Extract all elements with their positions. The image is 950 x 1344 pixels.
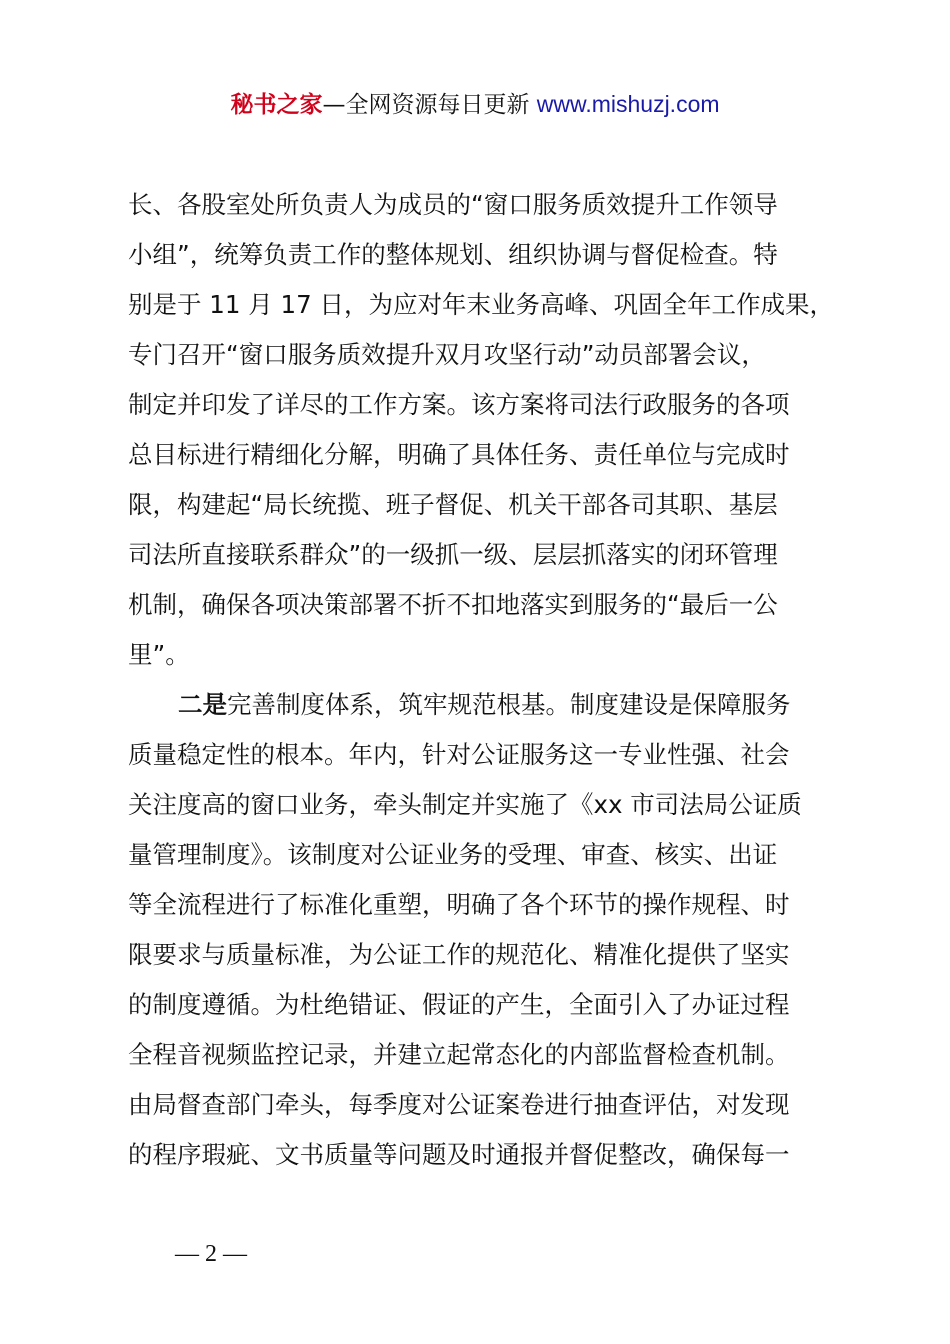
site-url[interactable]: www.mishuzj.com [536, 91, 720, 117]
body-line: 限，构建起“局长统揽、班子督促、机关干部各司其职、基层 [128, 490, 778, 519]
body-line: 关注度高的窗口业务，牵头制定并实施了《xx 市司法局公证质 [128, 790, 802, 819]
body-line: 全程音视频监控记录，并建立起常态化的内部监督检查机制。 [128, 1040, 790, 1069]
body-line: 制定并印发了详尽的工作方案。该方案将司法行政服务的各项 [128, 390, 790, 419]
body-line: 由局督查部门牵头，每季度对公证案卷进行抽查评估，对发现 [128, 1090, 790, 1119]
body-line: 限要求与质量标准，为公证工作的规范化、精准化提供了坚实 [128, 940, 790, 969]
document-body [128, 180, 840, 1180]
page-number: — 2 — [175, 1241, 247, 1267]
body-line: 专门召开“窗口服务质效提升双月攻坚行动”动员部署会议， [128, 340, 766, 369]
body-line: 质量稳定性的根本。年内，针对公证服务这一专业性强、社会 [128, 740, 790, 769]
body-line: 的程序瑕疵、文书质量等问题及时通报并督促整改，确保每一 [128, 1140, 790, 1169]
site-header [0, 86, 950, 123]
body-line: 别是于 11 月 17 日，为应对年末业务高峰、巩固全年工作成果， [128, 290, 834, 319]
paragraph-2-lead: 二是 [178, 690, 227, 719]
body-line: 小组”，统筹负责工作的整体规划、组织协调与督促检查。特 [128, 240, 778, 269]
brand-name: 秘书之家 [230, 92, 323, 118]
body-line: 机制，确保各项决策部署不折不扣地落实到服务的“最后一公 [128, 590, 778, 619]
paragraph-2-first-text: 完善制度体系，筑牢规范根基。制度建设是保障服务 [227, 690, 791, 719]
body-line: 量管理制度》。该制度对公证业务的受理、审查、核实、出证 [128, 840, 778, 869]
body-line: 总目标进行精细化分解，明确了具体任务、责任单位与完成时 [128, 440, 790, 469]
paragraph-2-first-line [128, 680, 840, 730]
body-line: 等全流程进行了标准化重塑，明确了各个环节的操作规程、时 [128, 890, 790, 919]
header-slogan: —全网资源每日更新 [322, 92, 537, 118]
body-line: 的制度遵循。为杜绝错证、假证的产生，全面引入了办证过程 [128, 990, 790, 1019]
body-line: 里”。 [128, 640, 190, 669]
body-line: 长、各股室处所负责人为成员的“窗口服务质效提升工作领导 [128, 190, 778, 219]
body-line: 司法所直接联系群众”的一级抓一级、层层抓落实的闭环管理 [128, 540, 778, 569]
